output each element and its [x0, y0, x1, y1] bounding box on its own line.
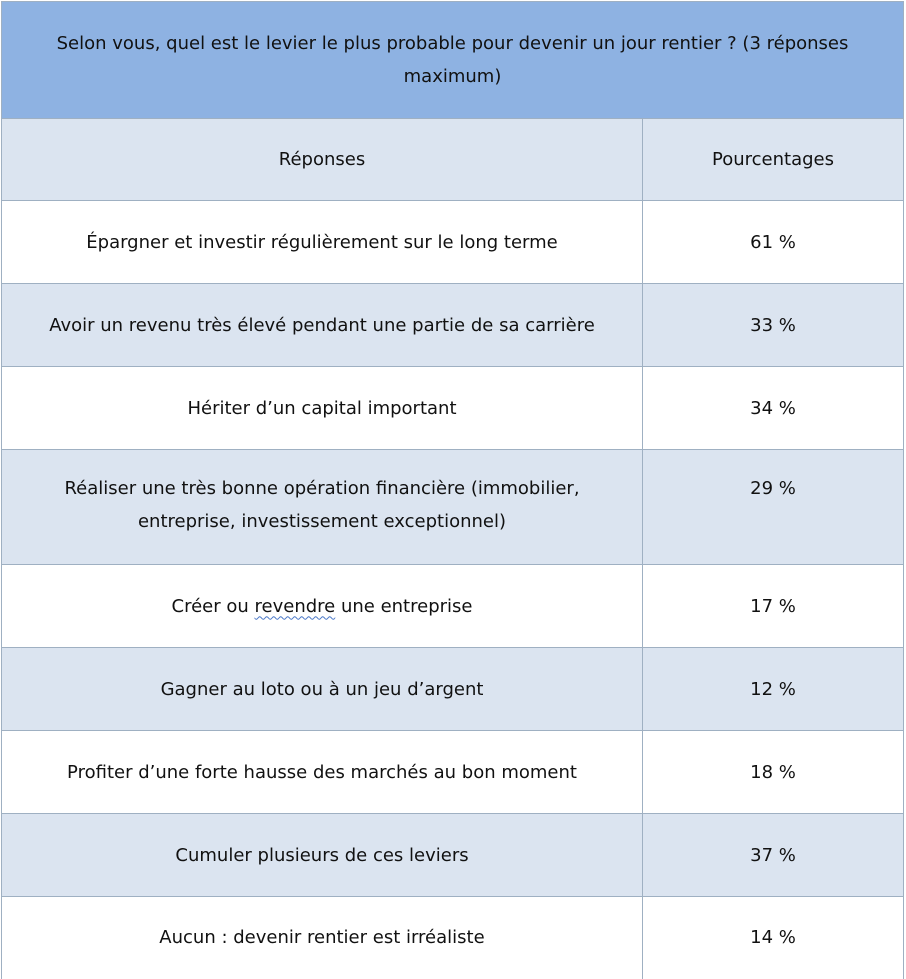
table-row: [2, 284, 904, 367]
response-cell: Cumuler plusieurs de ces leviers: [2, 814, 643, 897]
percent-cell: 18 %: [643, 731, 904, 814]
table-row: [2, 367, 904, 450]
response-cell: Réaliser une très bonne opération financière (immobilier, entreprise, investissement exceptionnel): [2, 450, 643, 565]
table-row: [2, 731, 904, 814]
table-row: [2, 565, 904, 648]
table-row: [2, 648, 904, 731]
response-cell: Hériter d’un capital important: [2, 367, 643, 450]
percent-cell: 17 %: [643, 565, 904, 648]
response-text-part: Créer ou: [171, 595, 255, 617]
response-cell: [2, 565, 643, 648]
spellcheck-flagged-word[interactable]: revendre: [254, 595, 336, 617]
column-header-responses: Réponses: [2, 119, 643, 201]
table-row: [2, 897, 904, 979]
response-cell: Épargner et investir régulièrement sur le long terme: [2, 201, 643, 284]
percent-cell: 37 %: [643, 814, 904, 897]
column-header-percentages: Pourcentages: [643, 119, 904, 201]
percent-cell: 14 %: [643, 897, 904, 979]
title-row: [2, 2, 904, 119]
survey-table: [1, 1, 904, 979]
percent-cell: 29 %: [643, 450, 904, 565]
response-cell: Profiter d’une forte hausse des marchés au bon moment: [2, 731, 643, 814]
header-row: [2, 119, 904, 201]
response-cell: Gagner au loto ou à un jeu d’argent: [2, 648, 643, 731]
response-text-part: une entreprise: [335, 595, 473, 617]
response-cell: Aucun : devenir rentier est irréaliste: [2, 897, 643, 979]
percent-cell: 34 %: [643, 367, 904, 450]
table-row: [2, 201, 904, 284]
table-title: Selon vous, quel est le levier le plus probable pour devenir un jour rentier ? (3 réponses maximum): [2, 2, 904, 119]
percent-cell: 12 %: [643, 648, 904, 731]
percent-cell: 61 %: [643, 201, 904, 284]
response-cell: Avoir un revenu très élevé pendant une partie de sa carrière: [2, 284, 643, 367]
table-row: [2, 814, 904, 897]
percent-cell: 33 %: [643, 284, 904, 367]
table-row: [2, 450, 904, 565]
